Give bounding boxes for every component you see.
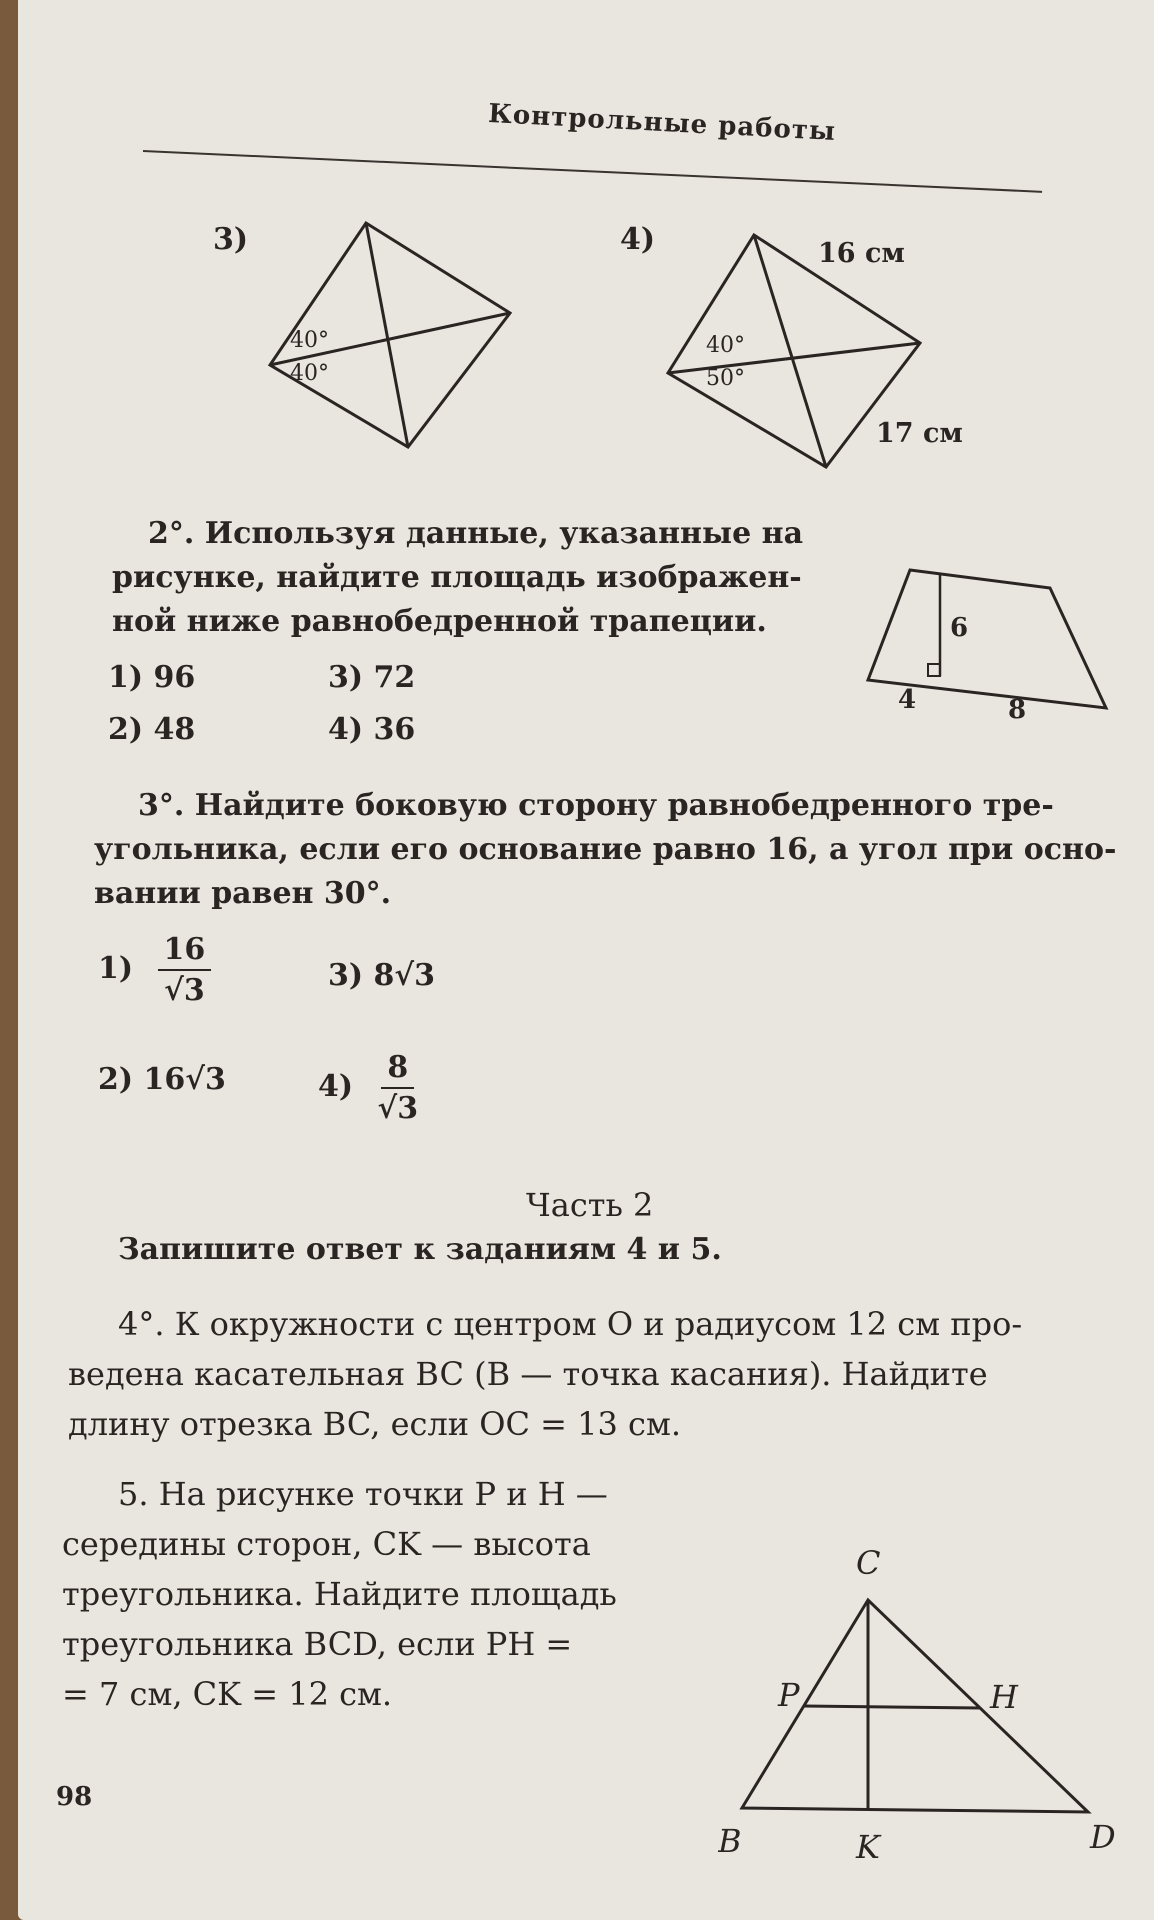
header-rule [143, 150, 1042, 193]
task3-option-4 [318, 1050, 418, 1126]
fig4-angle-bottom: 50° [706, 366, 745, 391]
task2-line1: 2°. Используя данные, указанные на [148, 516, 804, 551]
task2-option-3: 3) 72 [328, 660, 416, 695]
fraction-numerator: 8 [381, 1050, 414, 1089]
point-d-label: D [1090, 1818, 1116, 1856]
task4-line1: 4°. К окружности с центром O и радиусом 12 см про- [118, 1305, 1023, 1343]
task5-triangle-figure [718, 1540, 1138, 1870]
task3-option-3: 3) 8√3 [328, 958, 435, 993]
point-h-label: H [990, 1678, 1018, 1716]
fraction-denominator: √3 [164, 973, 205, 1008]
task4-line2: ведена касательная BC (B — точка касания). Найдите [68, 1355, 988, 1393]
fig3-angle-top: 40° [290, 328, 329, 353]
point-p-label: P [778, 1676, 800, 1714]
fraction-denominator: √3 [377, 1091, 419, 1126]
figure-3-quadrilateral [248, 215, 528, 455]
task3-line3: вании равен 30°. [94, 876, 392, 911]
task2-option-4: 4) 36 [328, 712, 416, 747]
task2-line3: ной ниже равнобедренной трапеции. [112, 604, 767, 639]
task4-line3: длину отрезка BC, если OC = 13 см. [68, 1405, 682, 1443]
task5-line5: = 7 см, CK = 12 см. [62, 1675, 393, 1713]
right-angle-mark [928, 664, 940, 676]
task3-option-1-label: 1) [98, 951, 134, 986]
midline-ph [804, 1706, 980, 1708]
point-c-label: C [856, 1544, 881, 1582]
fig4-angle-top: 40° [706, 333, 745, 358]
trapezoid-right-base-label: 8 [1008, 695, 1027, 720]
point-b-label: B [718, 1822, 742, 1860]
part2-title: Часть 2 [526, 1186, 654, 1224]
task3-line2: угольника, если его основание равно 16, а угол при осно- [94, 832, 1117, 867]
task3-option-4-label: 4) [318, 1069, 354, 1104]
task3-option-2: 2) 16√3 [98, 1062, 226, 1097]
task5-line2: середины сторон, CK — высота [62, 1525, 591, 1563]
fraction-numerator: 16 [158, 932, 212, 971]
part2-instruction: Запишите ответ к заданиям 4 и 5. [118, 1232, 722, 1267]
page-number: 98 [56, 1782, 93, 1812]
figure-4-label: 4) [620, 222, 656, 257]
task3-option-1 [98, 932, 211, 1008]
task2-option-2: 2) 48 [108, 712, 196, 747]
task2-trapezoid-figure [838, 560, 1128, 720]
task3-line1: 3°. Найдите боковую сторону равнобедренного тре- [138, 788, 1054, 823]
task5-line4: треугольника BCD, если PH = [62, 1625, 573, 1663]
task2-line2: рисунке, найдите площадь изображен- [112, 560, 802, 595]
task5-line3: треугольника. Найдите площадь [62, 1575, 617, 1613]
task3-option-4-fraction [378, 1050, 419, 1126]
page-header: Контрольные работы [487, 98, 837, 148]
fig4-side-right: 17 см [876, 418, 963, 449]
fig4-side-top: 16 см [818, 238, 905, 269]
trapezoid-height-label: 6 [950, 613, 969, 643]
book-page [18, 0, 1154, 1920]
figure-3-label: 3) [213, 222, 249, 257]
task5-line1: 5. На рисунке точки P и H — [118, 1475, 608, 1513]
trapezoid-left-base-label: 4 [898, 685, 917, 715]
task2-option-1: 1) 96 [108, 660, 196, 695]
fig3-angle-bottom: 40° [290, 361, 329, 386]
point-k-label: K [856, 1828, 880, 1866]
task3-option-1-fraction [158, 932, 212, 1008]
